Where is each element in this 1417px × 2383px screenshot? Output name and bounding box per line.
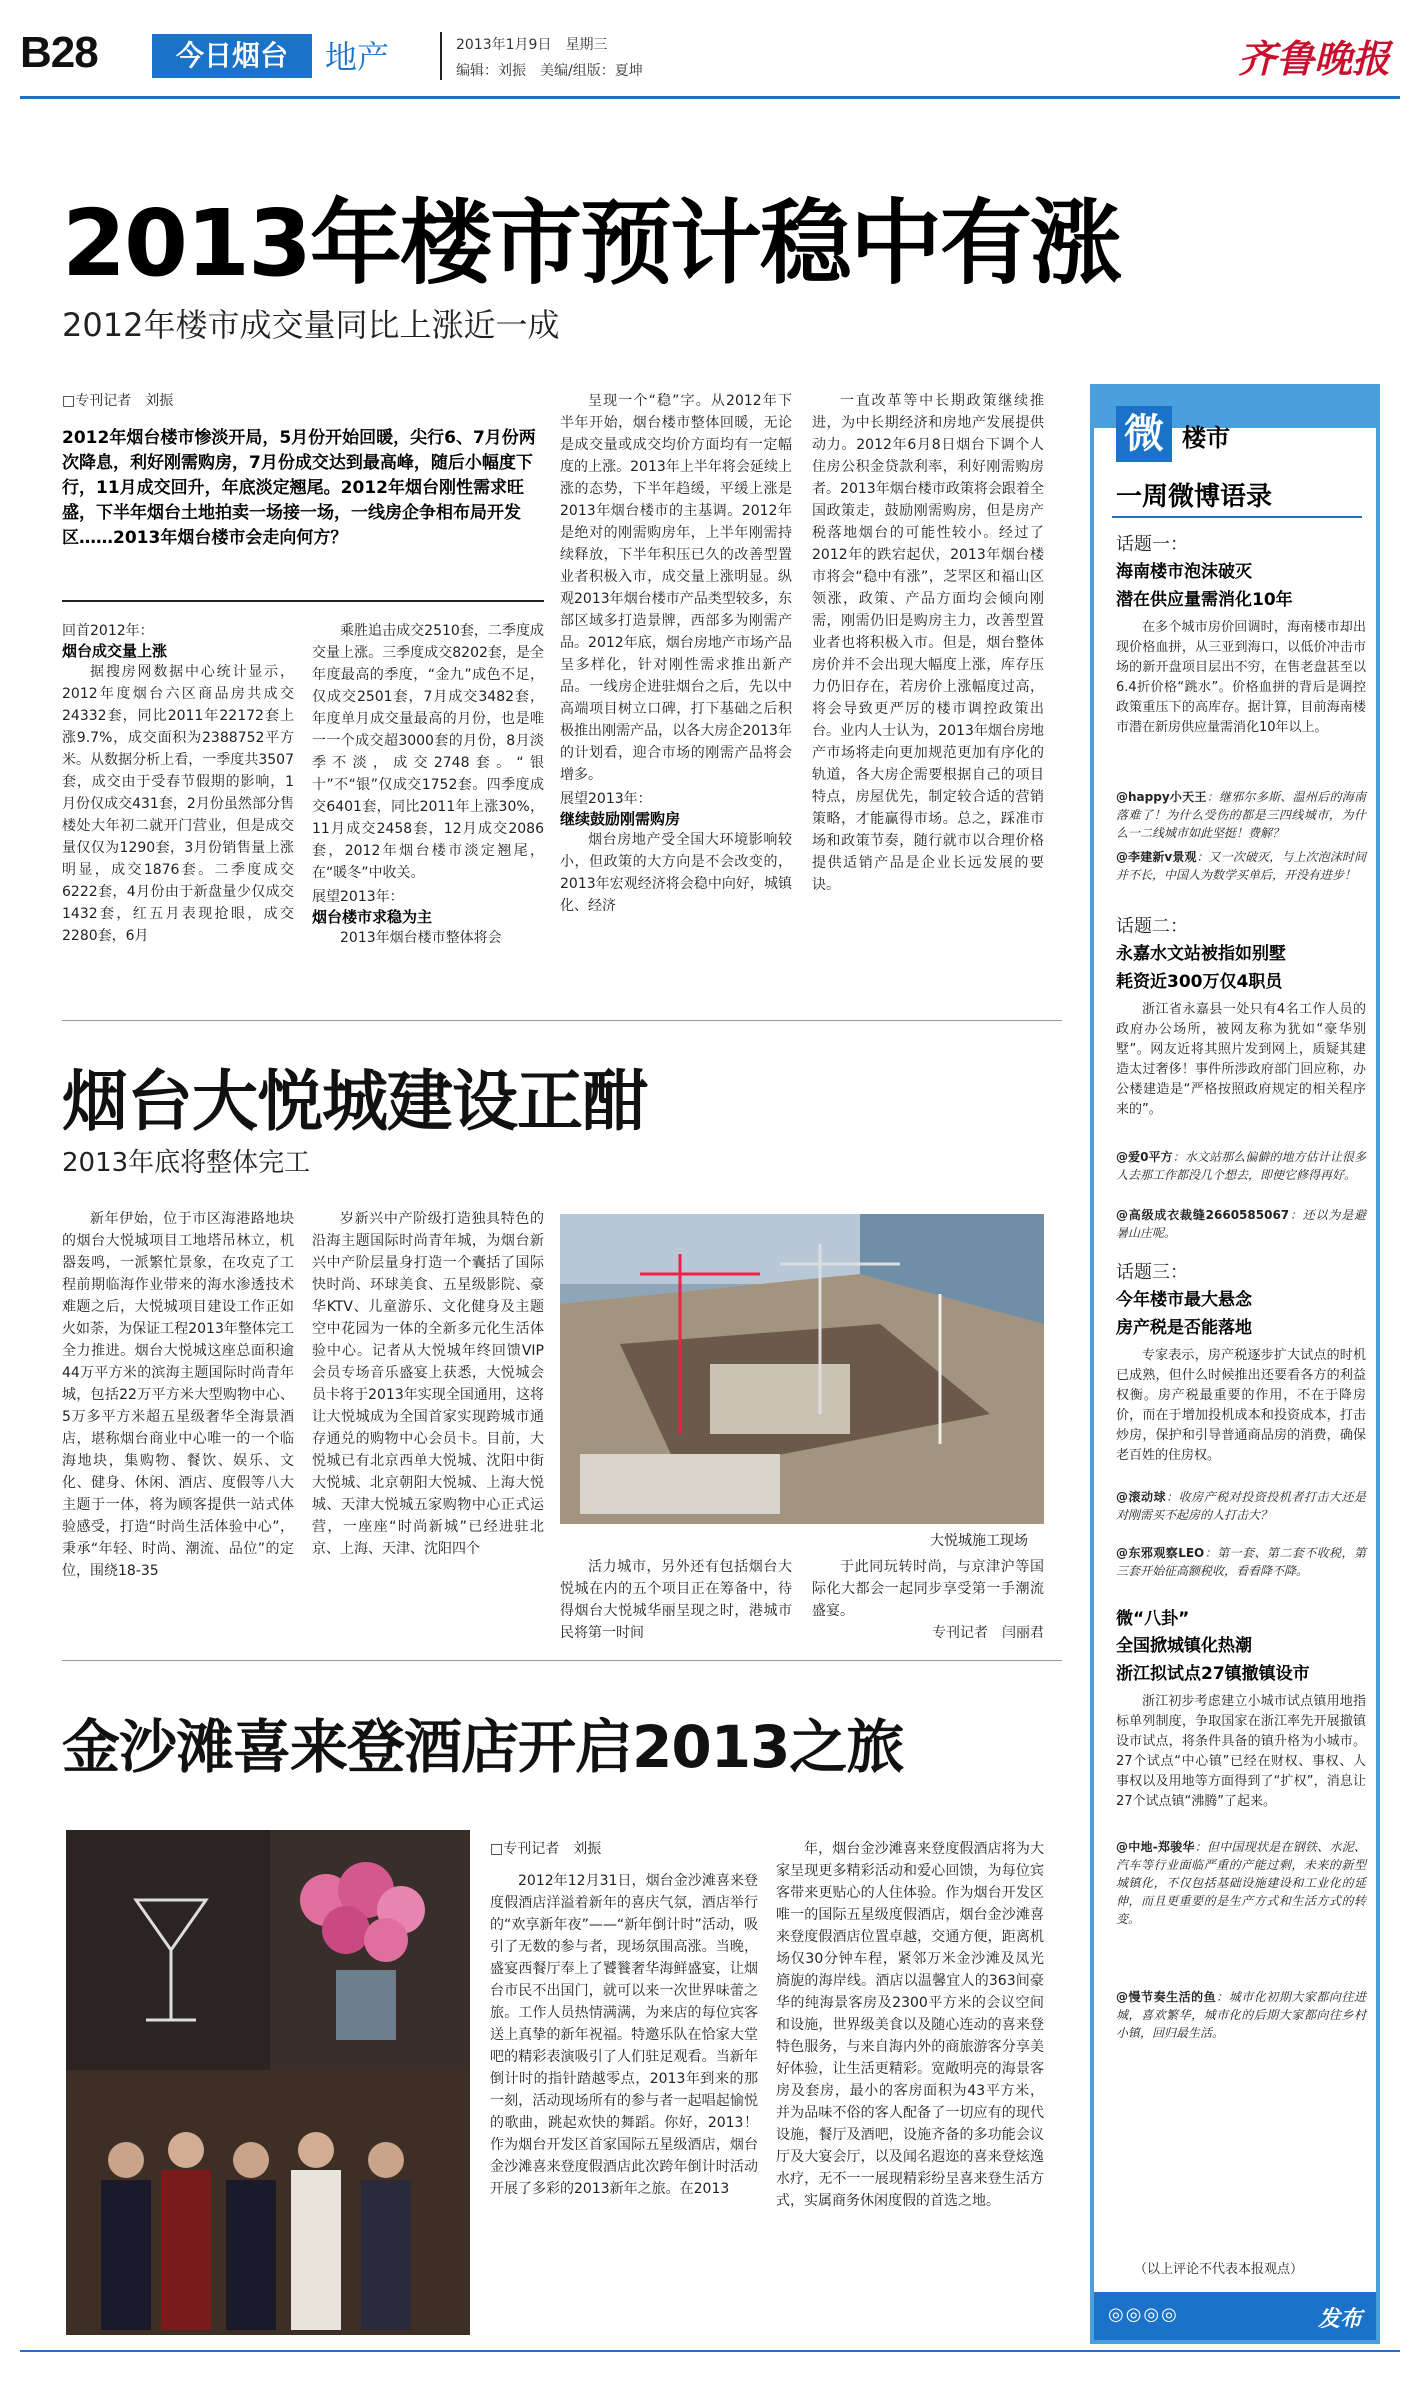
publish-label: 发布 [1317,2307,1362,2332]
article1-col1 [62,620,294,947]
article1-headline: 2013年楼市预计稳中有涨 [62,190,1121,297]
article1-kicker1: 回首2012年： [62,623,154,639]
topic3-weibo1-text: ：收房产税对投资投机者打击大还是对刚需买不起房的人打击大？ [1116,1490,1366,1522]
article3-col2 [776,1838,1044,2212]
topic2-weibo1 [1116,1148,1366,1184]
wei-badge: 微 [1116,406,1172,462]
article3-headline: 金沙滩喜来登酒店开启2013之旅 [62,1713,904,1781]
designer: 美编/组版：夏坤 [540,63,643,79]
topic1-weibo1 [1116,788,1366,842]
bagua-body [1116,1692,1366,1812]
bagua-weibo2 [1116,1988,1366,2042]
article2-col2 [312,1208,544,1560]
weibo-logo-icon: ◎◎◎◎ [1108,2304,1179,2325]
article1-col3-text: 呈现一个“稳”字。从2012年下半年开始，烟台楼市整体回暖，无论是成交量或成交均价方面均有一定幅度的上涨。2013年上半年将会延续上涨的态势，下半年趋缓，平缓上涨是2013年烟台楼市的主基调。2012年是绝对的刚需购房年，上半年刚需持续释放，下半年积压已久的改善型置业者积极入市，成交量上涨明显。纵观2013年烟台楼市产品类型较多，东部区域多打造景牌，西部多为刚需产品。2012年底，烟台房地产市场产品呈多样化，针对刚性需求推出新产品。一线房企进驻烟台之后，先以中高端项目树立口碑，打下基础之后积极推出刚需产品，以各大房企2013年的计划看，迎合市场的刚需产品将会增多。 [560,393,792,783]
photo-caption: 大悦城施工现场 [930,1533,1028,1549]
article2-byline: 专刊记者 闫丽君 [932,1625,1044,1641]
article1-col2 [312,620,544,949]
bagua-title: 全国掀城镇化热潮 浙江拟试点27镇撤镇设市 [1116,1636,1310,1684]
bagua-weibo1 [1116,1838,1366,1928]
topic1-label: 话题一： [1116,534,1188,555]
topic3-title: 今年楼市最大悬念 房产税是否能落地 [1116,1290,1252,1338]
article2-col4 [812,1556,1044,1642]
issue-date-line [456,34,607,54]
article3-byline: □专刊记者 刘振 [490,1841,602,1857]
editor: 编辑：刘振 [456,63,526,79]
topic3-weibo2-text: ：第一套、第二套不收税，第三套开始征高额税收，看看降不降。 [1116,1546,1366,1578]
sidebar-bottom-bar [1094,2292,1376,2340]
article2-col3 [560,1556,792,1644]
hotel-collage-image [66,1830,470,2335]
article2-subhead: 2013年底将整体完工 [62,1148,311,1178]
topic2-weibo1-text: ：水文站那么偏僻的地方估计让很多人去那工作都没几个想去，即便它修得再好。 [1116,1150,1366,1182]
bagua-label: 微“八卦” [1116,1609,1190,1629]
lead-rule [62,600,544,602]
topic3-label: 话题三： [1116,1262,1188,1283]
topic3-body [1116,1346,1366,1466]
article2-col4-text: 于此同玩转时尚，与京津沪等国际化大都会一起同步享受第一手潮流盛宴。 [812,1559,1044,1619]
footer-rule [20,2350,1400,2352]
bagua-weibo1-user[interactable]: @中地-郑骏华 [1116,1840,1195,1854]
hotel-event-photo [66,1830,470,2335]
bagua-body-text: 浙江初步考虑建立小城市试点镇用地指标单列制度，争取国家在浙江率先开展撤镇设市试点，将条件具备的镇升格为小城市。27个试点“中心镇”已经在财权、事权、人事权以及用地等方面得到了“扩权”，消息让27个试点镇“沸腾”了起来。 [1116,1694,1366,1809]
editor-line [456,60,643,80]
sidebar-disclaimer: （以上评论不代表本报观点） [1134,2262,1304,2277]
newspaper-logo: 齐鲁晚报 [1237,36,1390,81]
article3-col2-text: 年，烟台金沙滩喜来登度假酒店将为大家呈现更多精彩活动和爱心回馈，为每位宾客带来更贴心的人住体验。作为烟台开发区唯一的国际五星级度假酒店，烟台金沙滩喜来登度假酒店位置卓越，交通方便，距离机场仅30分钟车程，紧邻万米金沙滩及凤光旖旎的海岸线。酒店以温馨宜人的363间豪华的纯海景客房及2300平方米的会议空间和设施，世界级美食以及随心连动的喜来登特色服务，与来自海内外的商旅游客分享美好体验，让生活更精彩。宽敞明亮的海景客房及套房，最小的客房面积为43平方米，并为品味不俗的客人配备了一切应有的现代设施，餐厅及酒吧，设施齐备的多功能会议厅及大宴会厅，以及闻名遐迩的喜来登炫逸水疗，无不一一展现精彩纷呈喜来登生活方式，实属商务休闲度假的首选之地。 [776,1841,1044,2209]
topic1-weibo2-text: ：又一次破灭，与上次泡沫时间并不长，中国人为数学买单后，开没有进步！ [1116,850,1366,882]
topic1-body-text: 在多个城市房价回调时，海南楼市却出现价格血拼，从三亚到海口，以低价冲击市场的新开盘项目层出不穷，在售老盘甚至以6.4折价格“跳水”。价格血拼的背后是调控政策重压下的高库存。据计算，目前海南楼市潜在新房供应量需消化10年以上。 [1116,620,1366,735]
article3-col1 [490,1870,758,2200]
article3-col1-text: 2012年12月31日，烟台金沙滩喜来登度假酒店洋溢着新年的喜庆气氛，酒店举行的“欢享新年夜”——“新年倒计时”活动，吸引了无数的参与者，现场氛围高涨。当晚，盛宴西餐厅奉上了饕餮奢华海鲜盛宴，让烟台市民不出国门，就可以来一次世界味蕾之旅。工作人员热情满满，为来店的每位宾客送上真挚的新年祝福。特邀乐队在恰家大堂吧的精彩表演吸引了人们驻足观看。当新年倒计时的指针踏越零点，2013年到来的那一刻，活动现场所有的参与者一起唱起愉悦的歌曲，跳起欢快的舞蹈。你好，2013！作为烟台开发区首家国际五星级酒店，烟台金沙滩喜来登度假酒店此次跨年倒计时活动开展了多彩的2013新年之旅。在2013 [490,1873,758,2197]
topic3-weibo1-user[interactable]: @滚动球 [1116,1490,1167,1504]
bagua-weibo2-text: ：城市化初期大家都向往进城，喜欢繁华，城市化的后期大家都向往乡村小镇，回归最生活。 [1116,1990,1366,2040]
article1-kicker3: 展望2013年： [560,791,652,807]
article1-col3 [560,390,792,917]
bagua-weibo1-text: ：但中国现状是在钢铁、水泥、汽车等行业面临严重的产能过剩，未来的新型城镇化，不仅包括基础设施建设和工业化的延伸，而且更重要的是生产方式和生活方式的转变。 [1116,1840,1366,1926]
article2-col3-text: 活力城市，另外还有包括烟台大悦城在内的五个项目正在筹备中，待得烟台大悦城华丽呈现之时，港城市民将第一时间 [560,1559,792,1641]
topic2-label: 话题二： [1116,916,1188,937]
article1-smallhead1: 烟台成交量上涨 [62,642,168,660]
topic3-weibo2-user[interactable]: @东邪观察LEO [1116,1546,1205,1560]
article1-byline: □专刊记者 刘振 [62,393,174,409]
construction-photo [560,1214,1044,1524]
article2-headline: 烟台大悦城建设正酣 [62,1063,647,1140]
article1-col3b-text: 烟台房地产受全国大环境影响较小，但政策的大方向是不会改变的，2013年宏观经济将会稳中向好，城镇化、经济 [560,832,792,914]
topic3-weibo1 [1116,1488,1366,1524]
construction-site-image [560,1214,1044,1524]
page-header [20,22,1400,92]
topic2-weibo1-user[interactable]: @爱0平方 [1116,1150,1173,1164]
article1-col1-text: 据搜房网数据中心统计显示，2012年度烟台六区商品房共成交24332套，同比2011年22172套上涨9.7%，成交面积为2388752平方米。从数据分析上看，一季度共3507套，成交由于受春节假期的影响，1月份仅成交431套，2月份虽然部分售楼处大年初二就开门营业，但是成交量仅仅为1290套，3月份销售量上涨明显，成交1876套。二季度成交6222套，4月份由于新盘量少仅成交1432套，红五月表现抢眼，成交2280套，6月 [62,664,294,944]
topic2-weibo2-text: ：还以为是避暑山庄呢。 [1116,1208,1366,1240]
article1-lead: 2012年烟台楼市惨淡开局，5月份开始回暖，尖行6、7月份两次降息，利好刚需购房，7月份成交达到最高峰，随后小幅度下行，11月成交回升，年底淡定翘尾。2012年烟台刚性需求旺盛，下半年烟台土地拍卖一场接一场，一线房企争相布局开发区……2013年烟台楼市会走向何方？ [62,428,536,548]
topic2-body [1116,1000,1366,1120]
section-rule-1 [62,1020,1062,1021]
issue-weekday: 星期三 [565,37,608,53]
topic1-body [1116,618,1366,738]
section-rule-2 [62,1660,1062,1661]
topic1-weibo2-user[interactable]: @李建新v景观 [1116,850,1197,864]
header-rule [20,96,1400,99]
article2-col1 [62,1208,294,1582]
topic3-body-text: 专家表示，房产税逐步扩大试点的时机已成熟，但什么时候推出还要看各方的利益权衡。房产税最重要的作用，不在于降房价，而在于增加投机成本和投资成本，打击炒房，保护和引导普通商品房的消费，确保老百姓的住房权。 [1116,1348,1366,1463]
topic2-weibo2-user[interactable]: @高级成衣裁缝2660585067 [1116,1208,1290,1222]
topic2-title: 永嘉水文站被指如别墅 耗资近300万仅4职员 [1116,944,1286,992]
topic1-weibo2 [1116,848,1366,884]
article1-col4-text: 一直改革等中长期政策继续推进，为中长期经济和房地产发展提供动力。2012年6月8日烟台下调个人住房公积金贷款利率，利好刚需购房者。2013年烟台楼市政策将会跟着全国政策走，鼓励刚需购房，但是房产税落地烟台的可能性较小。经过了2012年的跌宕起伏，2013年烟台楼市将会“稳中有涨”，芝罘区和福山区领涨，政策、产品方面均会倾向刚需，刚需仍旧是购房主力，改善型置业者也将积极入市。但是，烟台整体房价并不会出现大幅度上涨，库存压力仍旧存在，若房价上涨幅度过高，将会导致更严厉的楼市调控政策出台。业内人士认为，2013年烟台房地产市场将走向更加规范更加有序化的轨道，各大房企需要根据自己的项目特点，房屋优先，制定较合适的营销策略，才能赢得市场。总之，踩准市场和政策节奏，随行就市以合理价格提供适销产品是企业长远发展的要诀。 [812,393,1044,893]
article1-col2-text: 乘胜追击成交2510套，二季度成交量上涨。三季度成交8202套，是全年度最高的季度，“金九”成色不足，仅成交2501套，7月成交3482套，年度单月成交量最高的月份，也是唯一一个成交超3000套的月份，8月淡季不淡，成交2748套。“银十”不“银”仅成交1752套。四季度成交6401套，同比2011年上涨30%，11月成交2458套，12月成交2086套，2012年烟台楼市淡定翘尾，在“暖冬”中收关。 [312,623,544,881]
article1-col2b-text: 2013年烟台楼市整体将会 [340,930,502,946]
weibo-sidebar [1090,384,1380,2344]
article1-smallhead3: 继续鼓励刚需购房 [560,810,681,828]
topic1-weibo1-text: ：继邪尔多斯、温州后的海南落难了！为什么受伤的都是三四线城市，为什么一二线城市如此坚挺！费解？ [1116,790,1366,840]
article2-col1-text: 新年伊始，位于市区海港路地块的烟台大悦城项目工地塔吊林立，机器轰鸣，一派繁忙景象，在攻克了工程前期临海作业带来的海水渗透技术难题之后，大悦城项目建设工作正如火如荼，为保证工程2013年整体完工全力推进。烟台大悦城这座总面积逾44万平方米的滨海主题国际时尚青年城，包括22万平方米大型购物中心、5万多平方米超五星级奢华全海景酒店，堪称烟台商业中心唯一的一个临海地块，集购物、餐饮、娱乐、文化、健身、休闲、酒店、度假等八大主题于一体，将为顾客提供一站式体验感受，打造“时尚生活体验中心”，秉承“年轻、时尚、潮流、品位”的定位，围绕18-35 [62,1211,294,1579]
section-tag[interactable]: 今日烟台 [152,34,312,78]
issue-date: 2013年1月9日 [456,37,552,53]
article2-col2-text: 岁新兴中产阶级打造独具特色的沿海主题国际时尚青年城，为烟台新兴中产阶层量身打造一个囊括了国际快时尚、环球美食、五星级影院、豪华KTV、儿童游乐、文化健身及主题空中花园为一体的全新多元化生活体验中心。记者从大悦城年终回馈VIP会员专场音乐盛宴上获悉，大悦城会员卡将于2013年实现全国通用，这将让大悦城成为全国首家实现跨城市通存通兑的购物中心会员卡。目前，大悦城已有北京西单大悦城、沈阳中街大悦城、北京朝阳大悦城、上海大悦城、天津大悦城五家购物中心正式运营，一座座“时尚新城”已经进驻北京、上海、天津、沈阳四个 [312,1211,544,1557]
topic2-body-text: 浙江省永嘉县一处只有4名工作人员的政府办公场所，被网友称为犹如“豪华别墅”。网友近将其照片发到网上，质疑其建造太过奢侈！事件所涉政府部门回应称，办公楼建造是“严格按照政府规定的相关程序来的”。 [1116,1002,1366,1117]
sidebar-title: 楼市 [1182,424,1230,452]
page-number: B28 [20,28,98,77]
topic2-weibo2 [1116,1206,1366,1242]
header-divider [440,32,442,80]
topic1-weibo1-user[interactable]: @happy小天王 [1116,790,1207,804]
bagua-weibo2-user[interactable]: @慢节奏生活的鱼 [1116,1990,1217,2004]
topic3-weibo2 [1116,1544,1366,1580]
article1-kicker2: 展望2013年： [312,889,404,905]
sidebar-weekly: 一周微博语录 [1116,482,1273,512]
article1-subhead: 2012年楼市成交量同比上涨近一成 [62,306,560,344]
section-name: 地产 [325,38,390,76]
sidebar-title-rule [1112,516,1362,518]
article1-col4 [812,390,1044,896]
topic1-title: 海南楼市泡沫破灭 潜在供应量需消化10年 [1116,562,1293,610]
article1-smallhead2: 烟台楼市求稳为主 [312,908,433,926]
